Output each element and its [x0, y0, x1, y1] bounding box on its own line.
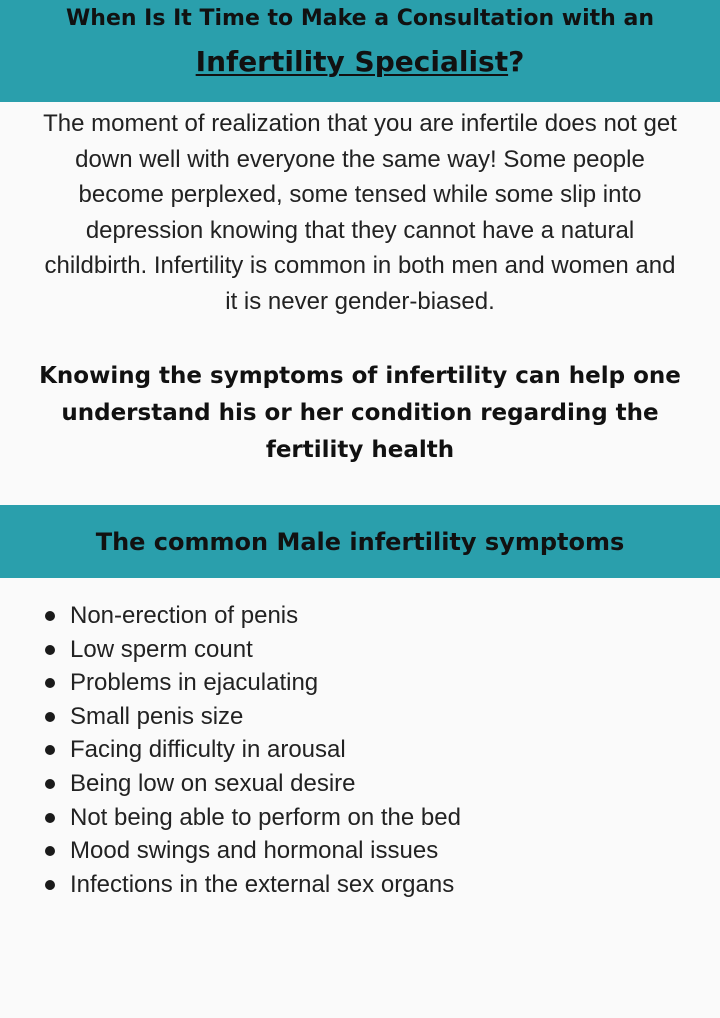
page-title-subline	[0, 42, 720, 82]
symptom-label: Being low on sexual desire	[70, 769, 356, 797]
symptom-label: Not being able to perform on the bed	[70, 803, 461, 831]
section-heading-banner	[0, 505, 720, 578]
list-item	[0, 633, 461, 667]
intro-line: depression knowing that they cannot have a natural	[85, 216, 635, 244]
intro-line: The moment of realization that you are infertile does not get	[43, 110, 677, 137]
bullet-icon	[45, 813, 55, 823]
bullet-icon	[45, 779, 55, 789]
symptom-label: Mood swings and hormonal issues	[70, 837, 439, 865]
list-item	[0, 599, 461, 633]
bullet-icon	[45, 678, 55, 688]
bullet-icon	[45, 712, 55, 722]
list-item	[0, 868, 461, 902]
symptom-list	[0, 599, 461, 901]
title-banner	[0, 0, 720, 102]
list-item	[0, 801, 461, 835]
emphasis-line: understand his or her condition regarding the	[61, 400, 659, 426]
bullet-icon	[45, 745, 55, 755]
emphasis-statement	[0, 358, 720, 469]
page-title: When Is It Time to Make a Consultation with an	[66, 6, 654, 31]
bullet-icon	[45, 611, 55, 621]
symptom-label: Low sperm count	[70, 635, 253, 663]
symptom-label: Problems in ejaculating	[70, 669, 319, 697]
bullet-icon	[45, 880, 55, 890]
list-item	[0, 666, 461, 700]
infertility-specialist-link[interactable]: Infertility Specialist	[195, 45, 509, 78]
emphasis-line: Knowing the symptoms of infertility can help one	[39, 363, 681, 389]
title-question-mark: ?	[508, 45, 525, 78]
list-item	[0, 767, 461, 801]
symptom-label: Infections in the external sex organs	[70, 870, 455, 898]
list-item	[0, 700, 461, 734]
section-heading: The common Male infertility symptoms	[95, 527, 625, 556]
list-item	[0, 733, 461, 767]
bullet-icon	[45, 846, 55, 856]
intro-paragraph	[0, 102, 720, 320]
intro-line: it is never gender-biased.	[225, 287, 495, 315]
symptom-label: Non-erection of penis	[70, 602, 299, 629]
intro-line: become perplexed, some tensed while some slip into	[78, 181, 642, 209]
intro-line: down well with everyone the same way! Some people	[75, 145, 645, 173]
bullet-icon	[45, 645, 55, 655]
intro-line: childbirth. Infertility is common in both men and women and	[44, 252, 676, 280]
symptom-label: Facing difficulty in arousal	[70, 736, 346, 764]
list-item	[0, 834, 461, 868]
symptom-label: Small penis size	[70, 702, 244, 730]
emphasis-line: fertility health	[265, 437, 455, 463]
